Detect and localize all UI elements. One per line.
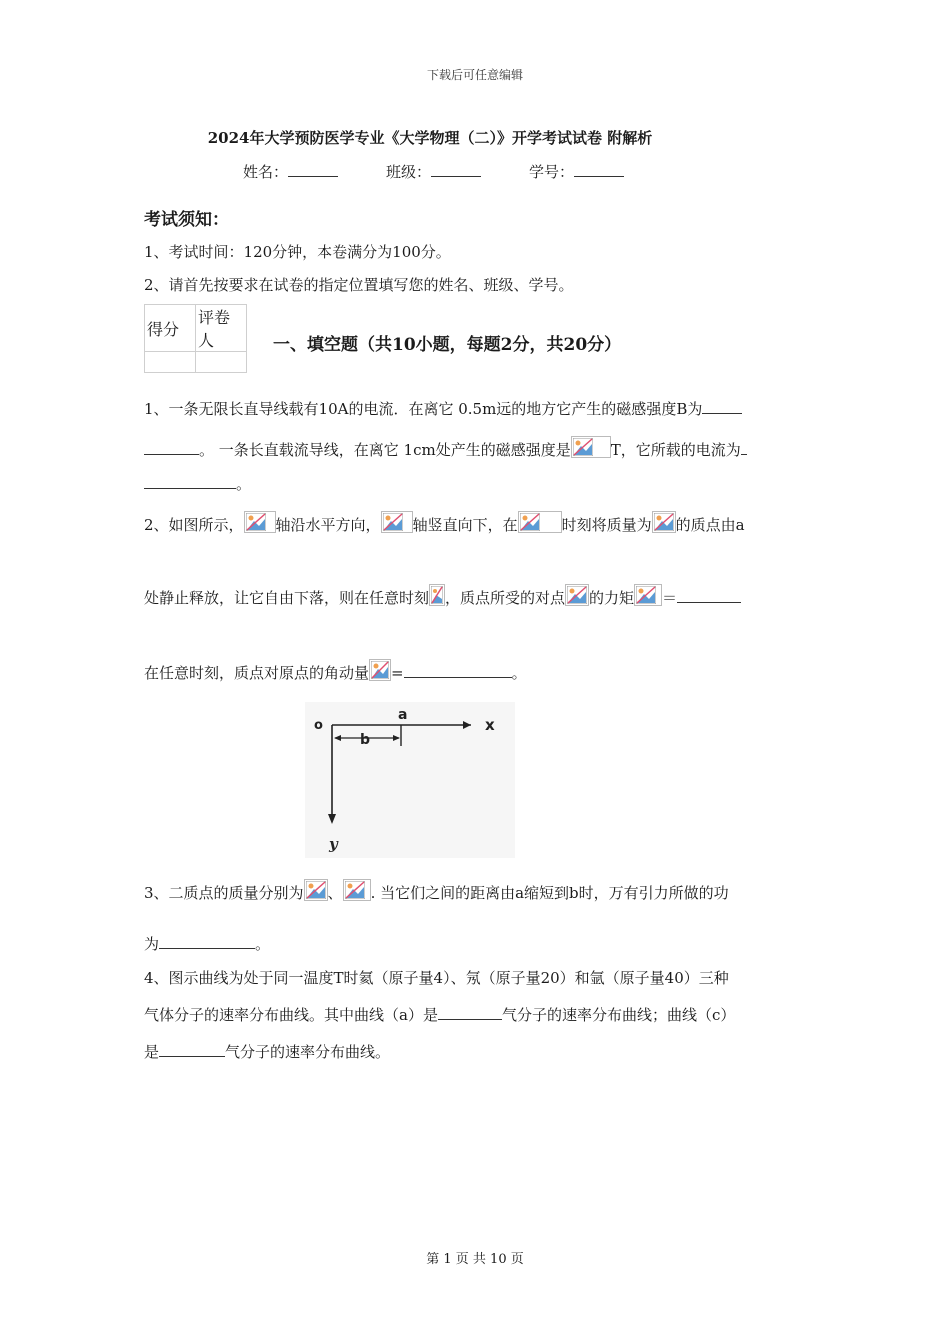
broken-image-icon bbox=[571, 436, 611, 458]
broken-image-icon bbox=[343, 879, 371, 901]
a-label: a bbox=[398, 707, 408, 723]
question-text: ＝ bbox=[662, 589, 678, 607]
score-table bbox=[144, 304, 247, 373]
answer-blank bbox=[438, 1005, 502, 1020]
question-text: 轴沿水平方向， bbox=[275, 516, 381, 534]
broken-image-icon bbox=[304, 879, 328, 901]
question-text: 3、二质点的质量分别为 bbox=[144, 884, 304, 902]
question-2-line-3 bbox=[144, 659, 527, 683]
question-text: 气分子的速率分布曲线；曲线（c） bbox=[501, 1006, 736, 1024]
question-text: 的质点由a bbox=[675, 516, 745, 534]
origin-label: o bbox=[314, 718, 323, 733]
name-field bbox=[243, 161, 338, 182]
answer-blank bbox=[144, 474, 236, 489]
class-field bbox=[386, 161, 481, 182]
answer-blank bbox=[741, 440, 747, 455]
question-4-line-2 bbox=[144, 1004, 735, 1025]
question-4-line-1: 4、图示曲线为处于同一温度T时氦（原子量4）、氖（原子量20）和氩（原子量40）三种 bbox=[144, 969, 729, 987]
exam-title: 2024年大学预防医学专业《大学物理（二）》开学考试试卷 附解析 bbox=[207, 129, 653, 147]
question-1-line-1 bbox=[144, 398, 742, 419]
question-text: 气体分子的速率分布曲线。其中曲线（a）是 bbox=[144, 1006, 438, 1024]
question-1-line-2 bbox=[144, 436, 747, 460]
question-text: 处静止释放，让它自由下落，则在任意时刻 bbox=[144, 589, 430, 607]
question-3-line-1 bbox=[144, 879, 729, 903]
grader-cell bbox=[196, 352, 247, 373]
name-blank bbox=[288, 162, 338, 177]
question-4-line-3 bbox=[144, 1041, 390, 1062]
question-text: 气分子的速率分布曲线。 bbox=[225, 1043, 391, 1061]
x-axis-label: x bbox=[485, 716, 495, 734]
broken-image-icon bbox=[634, 584, 662, 606]
score-cell bbox=[145, 352, 196, 373]
broken-image-icon bbox=[244, 511, 276, 533]
score-header: 得分 bbox=[145, 305, 196, 352]
question-text: ，质点所受的对点 bbox=[445, 589, 566, 607]
id-label: 学号： bbox=[529, 163, 575, 181]
class-blank bbox=[431, 162, 481, 177]
question-text: 。 bbox=[255, 935, 271, 953]
question-text: T，它所载的电流为 bbox=[610, 441, 741, 459]
id-blank bbox=[574, 162, 624, 177]
broken-image-icon bbox=[652, 511, 676, 533]
page-footer: 第 1 页 共 10 页 bbox=[426, 1252, 524, 1267]
answer-blank bbox=[159, 934, 255, 949]
question-text: 。 一条长直载流导线，在离它 1cm处产生的磁感强度是 bbox=[199, 441, 571, 459]
question-text: . 当它们之间的距离由a缩短到b时，万有引力所做的功 bbox=[370, 884, 729, 902]
class-label: 班级： bbox=[386, 163, 432, 181]
broken-image-icon bbox=[518, 511, 562, 533]
answer-blank bbox=[144, 440, 199, 455]
question-text: 在任意时刻，质点对原点的角动量 bbox=[144, 664, 370, 682]
question-text: 是 bbox=[144, 1043, 160, 1061]
answer-blank bbox=[677, 588, 741, 603]
question-text: 。 bbox=[511, 664, 527, 682]
notice-heading: 考试须知： bbox=[144, 210, 229, 230]
page-header: 下载后可任意编辑 bbox=[426, 68, 523, 82]
question-text: 2、如图所示， bbox=[144, 516, 244, 534]
broken-image-icon bbox=[381, 511, 413, 533]
answer-blank bbox=[404, 663, 512, 678]
id-field bbox=[529, 161, 624, 182]
answer-blank bbox=[702, 399, 742, 414]
question-text: 为 bbox=[144, 935, 160, 953]
section-heading: 一、填空题（共10小题，每题2分，共20分） bbox=[273, 335, 622, 355]
question-text: 。 bbox=[236, 475, 252, 493]
broken-image-icon bbox=[565, 584, 589, 606]
b-label: b bbox=[360, 732, 371, 748]
notice-item: 2、请首先按要求在试卷的指定位置填写您的姓名、班级、学号。 bbox=[144, 276, 574, 294]
notice-item: 1、考试时间：120分钟，本卷满分为100分。 bbox=[144, 243, 451, 261]
question-1-line-3 bbox=[144, 473, 251, 494]
axes-diagram bbox=[305, 702, 515, 858]
broken-image-icon bbox=[369, 659, 391, 681]
answer-blank bbox=[159, 1042, 225, 1057]
broken-image-icon bbox=[429, 584, 445, 606]
question-text: 的力矩 bbox=[589, 589, 635, 607]
question-text: 、 bbox=[327, 884, 343, 902]
question-3-line-2 bbox=[144, 933, 270, 954]
question-text: = bbox=[391, 664, 404, 682]
question-text: 1、一条无限长直导线载有10A的电流．在离它 0.5m远的地方它产生的磁感强度B为 bbox=[144, 400, 703, 418]
grader-header: 评卷人 bbox=[196, 305, 247, 352]
question-2-line-1 bbox=[144, 511, 745, 535]
y-axis-label: y bbox=[329, 835, 338, 853]
name-label: 姓名： bbox=[243, 163, 289, 181]
question-text: 时刻将质量为 bbox=[561, 516, 652, 534]
question-text: 轴竖直向下，在 bbox=[412, 516, 518, 534]
question-2-line-2 bbox=[144, 584, 741, 608]
